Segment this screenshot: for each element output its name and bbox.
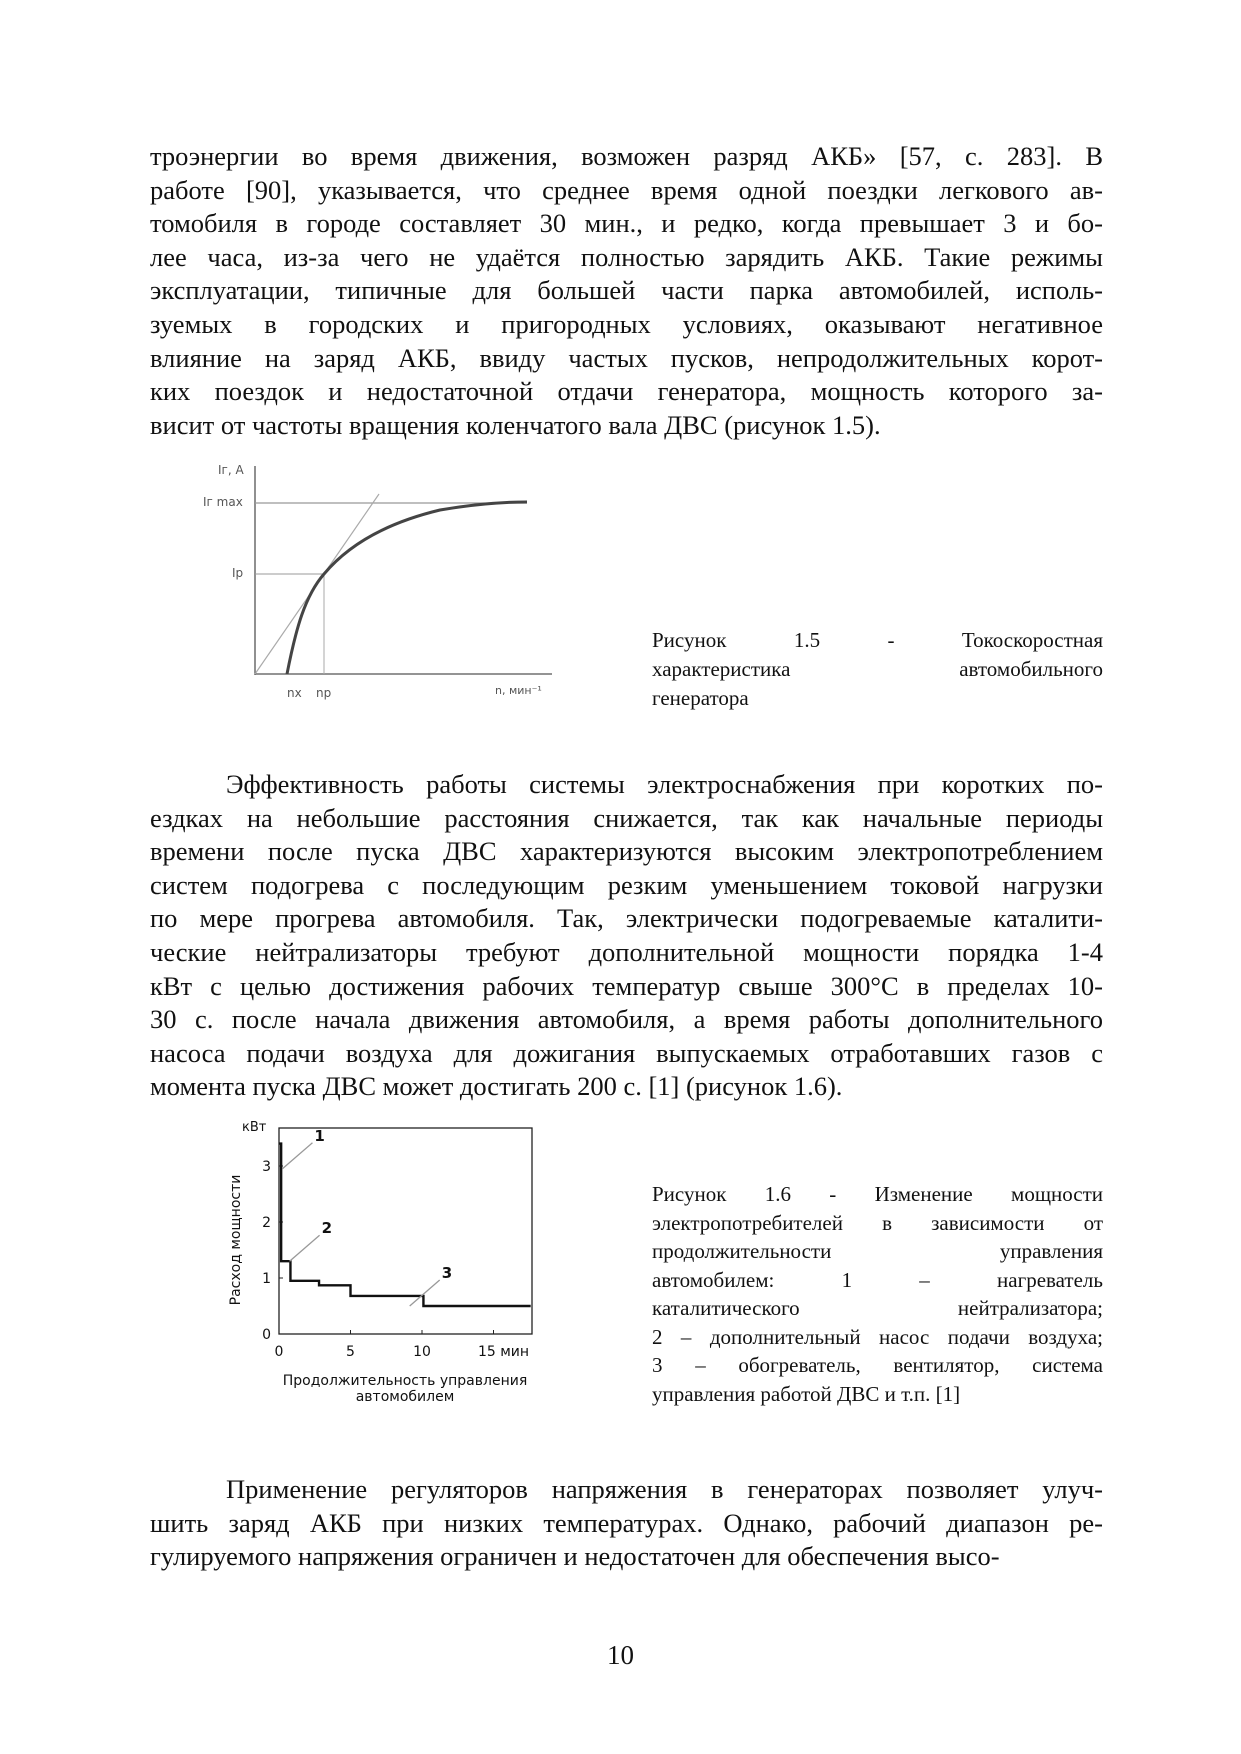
callout-label: 3 bbox=[441, 1264, 453, 1282]
text-line: автомобилем: 1 – нагреватель bbox=[652, 1267, 1103, 1292]
paragraph-3 bbox=[150, 1473, 1103, 1574]
current-curve bbox=[287, 502, 527, 674]
x-tick-label: 10 bbox=[413, 1344, 431, 1360]
x-axis-label-line-2: автомобилем bbox=[355, 1389, 455, 1405]
callout-label: 1 bbox=[314, 1126, 325, 1145]
text-line: эксплуатации, типичные для большей части парка автомобилей, исполь- bbox=[150, 275, 1103, 306]
callout-line bbox=[410, 1280, 440, 1306]
text-line: продолжительности управления bbox=[652, 1239, 1103, 1263]
text-line: лее часа, из-за чего не удаётся полностью зарядить АКБ. Такие режимы bbox=[150, 241, 1103, 272]
text-line: висит от частоты вращения коленчатого вала ДВС (рисунок 1.5). bbox=[150, 409, 881, 440]
y-axis-label: Iг, А bbox=[218, 463, 244, 477]
figure-1-6-caption bbox=[652, 1180, 1103, 1408]
y-axis-label: Расход мощности bbox=[228, 1174, 244, 1306]
tangent-line bbox=[255, 494, 379, 674]
text-line: электропотребителей в зависимости от bbox=[652, 1210, 1103, 1235]
text-line: Применение регуляторов напряжения в генераторах позволяет улуч- bbox=[226, 1474, 1103, 1504]
text-line: ездках на небольшие расстояния снижается, так как начальные периоды bbox=[150, 802, 1103, 833]
text-line: ких поездок и недостаточной отдачи генератора, мощность которого за- bbox=[150, 376, 1103, 407]
plot-frame bbox=[279, 1128, 532, 1334]
text-line: троэнергии во время движения, возможен разряд АКБ» [57, с. 283]. В bbox=[150, 141, 1103, 171]
text-line: каталитического нейтрализатора; bbox=[652, 1296, 1103, 1320]
text-line: Рисунок 1.6 - Изменение мощности bbox=[652, 1182, 1103, 1206]
nx-label: nх bbox=[287, 686, 302, 700]
np-label: nр bbox=[316, 686, 332, 700]
ip-label: Iр bbox=[232, 566, 244, 580]
text-line: томобиля в городе составляет 30 мин., и редко, когда превышает 3 и бо- bbox=[150, 208, 1103, 239]
page-number: 10 bbox=[607, 1640, 634, 1670]
text-line: 3 – обогреватель, вентилятор, система bbox=[652, 1353, 1103, 1377]
text-line: шить заряд АКБ при низких температурах. Однако, рабочий диапазон ре- bbox=[150, 1507, 1103, 1538]
paragraph-2 bbox=[150, 768, 1103, 1104]
x-tick-label: 0 bbox=[274, 1344, 284, 1360]
text-line: 30 с. после начала движения автомобиля, а время работы дополнительного bbox=[150, 1004, 1103, 1035]
figure-1-5-caption bbox=[652, 626, 1103, 713]
text-line: по мере прогрева автомобиля. Так, электрически подогреваемые каталити- bbox=[150, 903, 1103, 934]
y-tick-label: 2 bbox=[262, 1215, 271, 1231]
imax-label: Iг max bbox=[203, 495, 243, 509]
text-line: характеристика автомобильного bbox=[652, 657, 1103, 681]
text-line: управления работой ДВС и т.п. [1] bbox=[652, 1381, 961, 1406]
text-line: генератора bbox=[652, 686, 749, 710]
text-line: насоса подачи воздуха для дожигания выпускаемых отработавших газов с bbox=[150, 1037, 1103, 1068]
x-axis-label-line-1: Продолжительность управления bbox=[282, 1373, 528, 1389]
y-tick-label: 3 bbox=[262, 1159, 271, 1175]
text-line: гулируемого напряжения ограничен и недостаточен для обеспечения высо- bbox=[150, 1541, 1000, 1572]
text-line: работе [90], указывается, что среднее время одной поездки легкового ав- bbox=[150, 174, 1103, 205]
power-step-line bbox=[279, 1144, 531, 1306]
callout-line bbox=[290, 1235, 320, 1261]
text-line: Рисунок 1.5 - Токоскоростная bbox=[652, 628, 1103, 652]
x-tick-label: 5 bbox=[346, 1344, 355, 1360]
text-line: систем подогрева с последующим резким уменьшением токовой нагрузки bbox=[150, 869, 1103, 900]
callout-label: 2 bbox=[321, 1219, 333, 1238]
x-tick-label: 15 мин bbox=[477, 1344, 530, 1360]
text-line: ческие нейтрализаторы требуют дополнительной мощности порядка 1-4 bbox=[150, 936, 1103, 967]
x-axis-label: n, мин⁻¹ bbox=[495, 684, 542, 697]
text-line: влияние на заряд АКБ, ввиду частых пусков, непродолжительных корот- bbox=[150, 342, 1103, 373]
text-line: 2 – дополнительный насос подачи воздуха; bbox=[652, 1324, 1103, 1349]
text-line: времени после пуска ДВС характеризуются высоким электропотреблением bbox=[150, 836, 1103, 867]
text-line: момента пуска ДВС может достигать 200 с. [1] (рисунок 1.6). bbox=[150, 1071, 843, 1102]
text-line: Эффективность работы системы электроснабжения при коротких по- bbox=[226, 769, 1103, 799]
y-unit-label: кВт bbox=[242, 1120, 267, 1135]
paragraph-1 bbox=[150, 140, 1103, 442]
text-line: зуемых в городских и пригородных условиях, оказывают негативное bbox=[150, 308, 1103, 339]
text-line: кВт с целью достижения рабочих температур свыше 300°С в пределах 10- bbox=[150, 970, 1103, 1001]
callout-line bbox=[282, 1143, 312, 1169]
y-tick-label: 1 bbox=[262, 1271, 271, 1287]
y-tick-label: 0 bbox=[262, 1327, 271, 1343]
